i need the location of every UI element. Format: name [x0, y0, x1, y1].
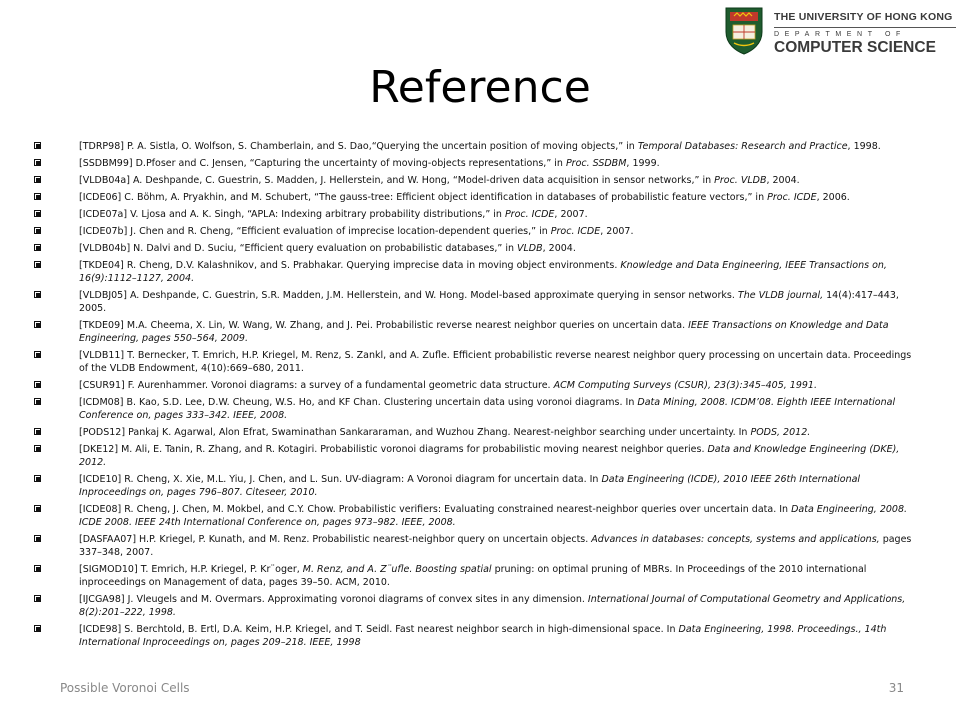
reference-tail: , 1998.: [847, 141, 881, 152]
reference-text: [PODS12] Pankaj K. Agarwal, Alon Efrat, Swaminathan Sankararaman, and Wuzhou Zhang. Nearest-neighbor searching under uncertainty. In: [79, 427, 751, 438]
slide-number: 31: [888, 681, 904, 695]
reference-venue: International Journal of Computational Geometry and Applications, 8(2):201–222, 1998.: [79, 594, 906, 618]
reference-tail: pages 337–348, 2007.: [79, 534, 912, 558]
reference-text: [ICDE07a] V. Ljosa and A. K. Singh, “APLA: Indexing arbitrary probability distributions,” in: [79, 209, 505, 220]
reference-tail: , 2007.: [600, 226, 634, 237]
square-bullet-icon: [34, 321, 41, 328]
square-bullet-icon: [34, 244, 41, 251]
reference-item: [32, 242, 920, 255]
square-bullet-icon: [34, 351, 41, 358]
reference-text: [IJCGA98] J. Vleugels and M. Overmars. Approximating voronoi diagrams of convex sites in any dimension.: [79, 594, 588, 605]
square-bullet-icon: [34, 210, 41, 217]
reference-tail: , 1999.: [626, 158, 660, 169]
reference-item: [32, 157, 920, 170]
reference-venue: Proc. VLDB: [714, 175, 767, 186]
reference-item: [32, 174, 920, 187]
department-name: COMPUTER SCIENCE: [774, 39, 936, 56]
reference-tail: , 2006.: [816, 192, 850, 203]
square-bullet-icon: [34, 625, 41, 632]
reference-venue: Data Engineering (ICDE), 2010 IEEE 26th International Inproceedings on, pages 796–807. Citeseer, 2010.: [79, 474, 861, 498]
square-bullet-icon: [34, 159, 41, 166]
reference-item: [32, 208, 920, 221]
reference-item: [32, 396, 920, 422]
reference-venue: Advances in databases: concepts, systems and applications,: [591, 534, 880, 545]
slide-title: Reference: [369, 62, 591, 113]
reference-venue: M. Renz, and A. Z¨ufle. Boosting spatial: [302, 564, 492, 575]
reference-text: [VLDBJ05] A. Deshpande, C. Guestrin, S.R. Madden, J.M. Hellerstein, and W. Hong. Model-based approximate querying in sensor networks.: [79, 290, 738, 301]
reference-item: [32, 349, 920, 375]
square-bullet-icon: [34, 445, 41, 452]
square-bullet-icon: [34, 595, 41, 602]
square-bullet-icon: [34, 227, 41, 234]
square-bullet-icon: [34, 176, 41, 183]
square-bullet-icon: [34, 381, 41, 388]
reference-item: [32, 443, 920, 469]
reference-venue: Data and Knowledge Engineering (DKE), 2012.: [79, 444, 900, 468]
reference-venue: Proc. ICDE: [504, 209, 555, 220]
reference-text: [ICDE08] R. Cheng, J. Chen, M. Mokbel, and C.Y. Chow. Probabilistic verifiers: Evaluating constrained nearest-neighbor queries over uncertain data. In: [79, 504, 792, 515]
reference-venue: VLDB: [517, 243, 543, 254]
reference-venue: Proc. SSDBM: [565, 158, 627, 169]
square-bullet-icon: [34, 193, 41, 200]
reference-item: [32, 225, 920, 238]
square-bullet-icon: [34, 291, 41, 298]
university-name: THE UNIVERSITY OF HONG KONG: [774, 11, 953, 23]
reference-text: [TKDE04] R. Cheng, D.V. Kalashnikov, and S. Prabhakar. Querying imprecise data in moving object environments.: [79, 260, 621, 271]
university-logo: [720, 6, 956, 56]
square-bullet-icon: [34, 475, 41, 482]
square-bullet-icon: [34, 142, 41, 149]
reference-item: [32, 191, 920, 204]
reference-tail: 14(4):417–443, 2005.: [79, 290, 899, 314]
reference-item: [32, 426, 920, 439]
square-bullet-icon: [34, 505, 41, 512]
reference-text: [VLDB04a] A. Deshpande, C. Guestrin, S. Madden, J. Hellerstein, and W. Hong, “Model-driven data acquisition in sensor networks,” in: [79, 175, 715, 186]
reference-item: [32, 289, 920, 315]
reference-venue: Proc. ICDE: [550, 226, 601, 237]
reference-text: [TDRP98] P. A. Sistla, O. Wolfson, S. Chamberlain, and S. Dao,“Querying the uncertain position of moving objects,” in: [79, 141, 638, 152]
reference-text: [ICDE07b] J. Chen and R. Cheng, “Efficient evaluation of imprecise location-dependent queries,” in: [79, 226, 551, 237]
reference-item: [32, 319, 920, 345]
reference-list: [32, 140, 920, 653]
square-bullet-icon: [34, 565, 41, 572]
reference-text: [ICDE98] S. Berchtold, B. Ertl, D.A. Keim, H.P. Kriegel, and T. Seidl. Fast nearest neighbor search in high-dimensional space. In: [79, 624, 679, 635]
reference-venue: IEEE Transactions on Knowledge and Data Engineering, pages 550–564, 2009.: [79, 320, 889, 344]
reference-venue: PODS, 2012.: [750, 427, 811, 438]
reference-text: [SIGMOD10] T. Emrich, H.P. Kriegel, P. Kr¨oger,: [79, 564, 303, 575]
reference-venue: ACM Computing Surveys (CSUR), 23(3):345–405, 1991.: [553, 380, 817, 391]
reference-venue: Data Engineering, 1998. Proceedings., 14th International Inproceedings on, pages 209–218. IEEE, 1998: [79, 624, 887, 648]
university-crest-icon: [722, 6, 766, 56]
reference-item: [32, 473, 920, 499]
logo-divider: [774, 27, 956, 28]
reference-venue: The VLDB journal,: [737, 290, 824, 301]
reference-text: [ICDE10] R. Cheng, X. Xie, M.L. Yiu, J. Chen, and L. Sun. UV-diagram: A Voronoi diagram for uncertain data. In: [79, 474, 602, 485]
reference-text: [ICDM08] B. Kao, S.D. Lee, D.W. Cheung, W.S. Ho, and KF Chan. Clustering uncertain data using voronoi diagrams. In: [79, 397, 638, 408]
reference-item: [32, 623, 920, 649]
reference-item: [32, 593, 920, 619]
reference-text: [DKE12] M. Ali, E. Tanin, R. Zhang, and R. Kotagiri. Probabilistic voronoi diagrams for probabilistic moving nearest neighbor queries.: [79, 444, 708, 455]
reference-item: [32, 563, 920, 589]
square-bullet-icon: [34, 398, 41, 405]
reference-text: [VLDB04b] N. Dalvi and D. Suciu, “Efficient query evaluation on probabilistic databases,” in: [79, 243, 517, 254]
reference-tail: , 2004.: [542, 243, 576, 254]
reference-text: [DASFAA07] H.P. Kriegel, P. Kunath, and M. Renz. Probabilistic nearest-neighbor query on uncertain objects.: [79, 534, 592, 545]
reference-item: [32, 140, 920, 153]
reference-text: [TKDE09] M.A. Cheema, X. Lin, W. Wang, W. Zhang, and J. Pei. Probabilistic reverse nearest neighbor queries on uncertain data.: [79, 320, 689, 331]
reference-item: [32, 259, 920, 285]
reference-venue: Proc. ICDE: [767, 192, 817, 203]
reference-text: [VLDB11] T. Bernecker, T. Emrich, H.P. Kriegel, M. Renz, S. Zankl, and A. Zufle. Efficient probabilistic reverse nearest neighbor query processing on uncertain data. Proceedings of the VLDB Endowment, 4(10):669–680, 2011.: [79, 350, 912, 374]
department-label: DEPARTMENT OF: [774, 31, 906, 38]
square-bullet-icon: [34, 535, 41, 542]
reference-venue: Knowledge and Data Engineering, IEEE Transactions on, 16(9):1112–1127, 2004.: [79, 260, 887, 284]
reference-text: [SSDBM99] D.Pfoser and C. Jensen, “Capturing the uncertainty of moving-objects representations,” in: [79, 158, 566, 169]
reference-text: [CSUR91] F. Aurenhammer. Voronoi diagrams: a survey of a fundamental geometric data structure.: [79, 380, 554, 391]
reference-venue: Data Engineering, 2008. ICDE 2008. IEEE 24th International Conference on, pages 973–982. IEEE, 2008.: [79, 504, 908, 528]
reference-tail: , 2004.: [766, 175, 800, 186]
square-bullet-icon: [34, 428, 41, 435]
reference-text: [ICDE06] C. Böhm, A. Pryakhin, and M. Schubert, “The gauss-tree: Efficient object identification in databases of probabilistic feature vectors,” in: [79, 192, 768, 203]
reference-item: [32, 379, 920, 392]
reference-venue: Data Mining, 2008. ICDM’08. Eighth IEEE International Conference on, pages 333–342. IEEE, 2008.: [79, 397, 896, 421]
square-bullet-icon: [34, 261, 41, 268]
reference-venue: Temporal Databases: Research and Practice: [637, 141, 848, 152]
reference-item: [32, 503, 920, 529]
reference-tail: pruning: on optimal pruning of MBRs. In Proceedings of the 2010 international inproceedings on Management of data, pages 39–50. ACM, 2010.: [79, 564, 867, 588]
reference-item: [32, 533, 920, 559]
footer-section-label: Possible Voronoi Cells: [60, 681, 190, 695]
reference-tail: , 2007.: [554, 209, 588, 220]
